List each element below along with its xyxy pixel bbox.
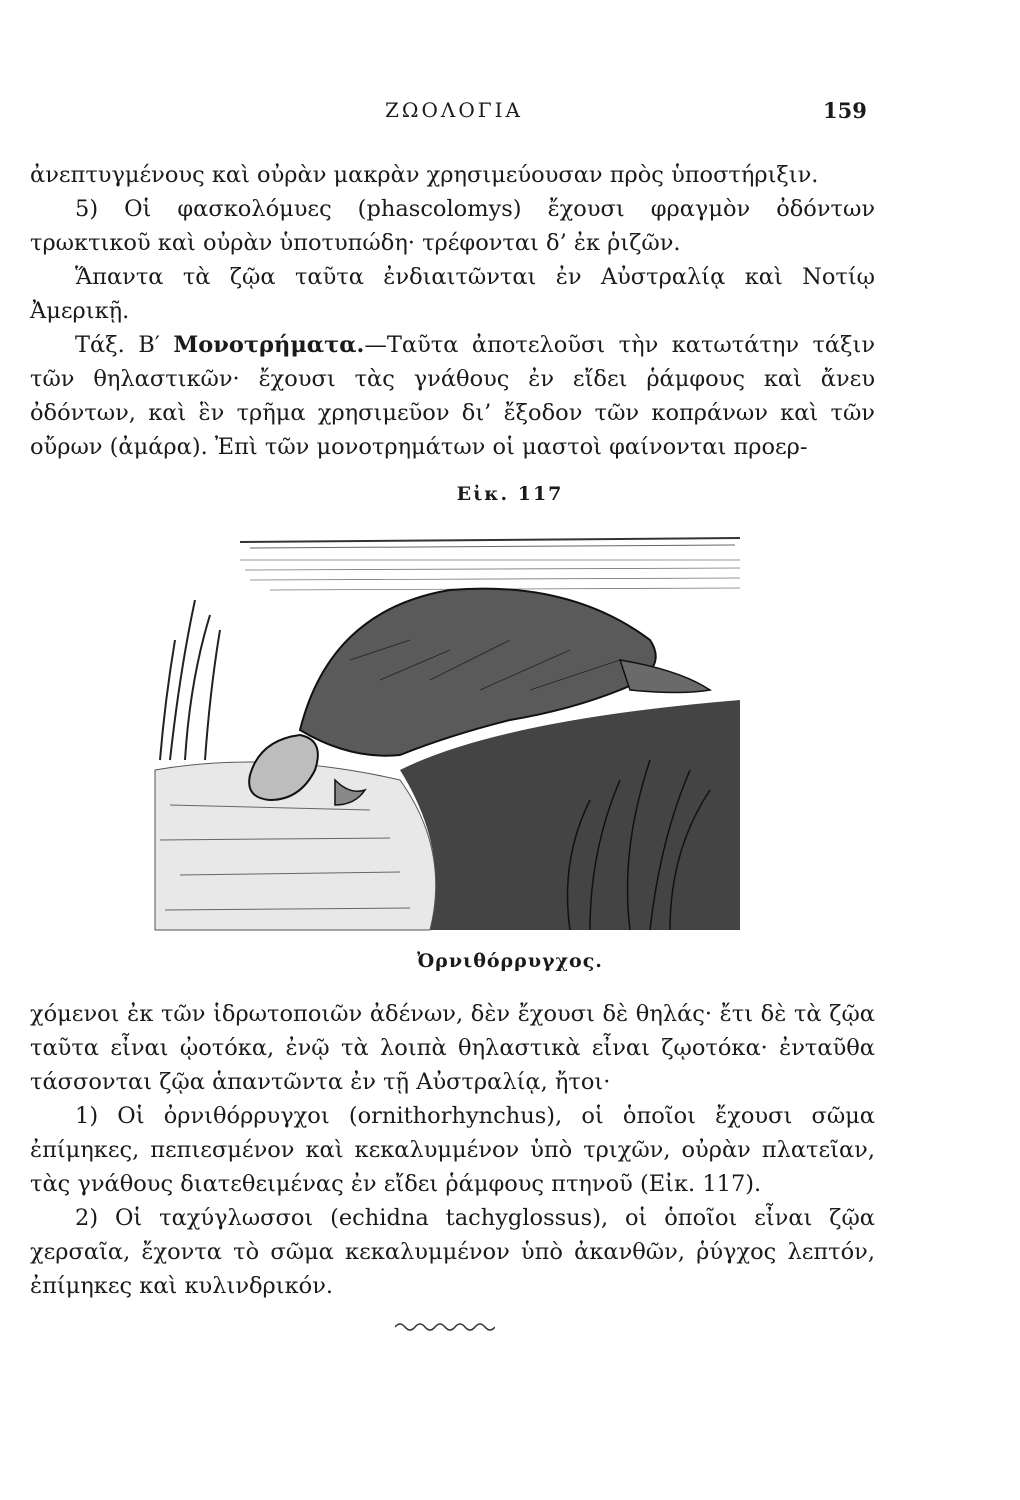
paragraph: Ἅπαντα τὰ ζῷα ταῦτα ἐνδιαιτῶνται ἐν Αὐστραλίᾳ καὶ Νοτίῳ Ἀμερικῇ.	[30, 264, 875, 324]
paragraph-order-monotremes	[30, 328, 875, 464]
text-block-top	[30, 158, 875, 464]
order-description: —Ταῦτα ἀποτελοῦσι τὴν κατωτάτην τάξιν τῶν θηλαστικῶν· ἔχουσι τὰς γνάθους ἐν εἴδει ῥάμφους καὶ ἄνευ ὀδόντων, καὶ ἓν τρῆμα χρησιμεῦον δι’ ἔξοδον τῶν κοπράνων καὶ τῶν οὔρων (ἀμάρα). Ἐπὶ τῶν μονοτρημάτων οἱ μαστοὶ φαίνονται προερ-	[30, 332, 876, 460]
paragraph: 2) Οἱ ταχύγλωσσοι (echidna tachyglossus), οἱ ὁποῖοι εἶναι ζῷα χερσαῖα, ἔχοντα τὸ σῶμα κεκαλυμμένον ὑπὸ ἀκανθῶν, ῥύγχος λεπτόν, ἐπίμηκες καὶ κυλινδρικόν.	[30, 1205, 875, 1299]
running-title: ΖΩΟΛΟΓΙΑ	[385, 98, 523, 122]
order-label: Τάξ. Β′	[75, 332, 160, 358]
page-number: 159	[823, 98, 867, 123]
paragraph: ἀνεπτυγμένους καὶ οὐρὰν μακρὰν χρησιμεύουσαν πρὸς ὑποστήριξιν.	[30, 162, 819, 188]
end-ornament	[395, 1318, 495, 1337]
paragraph: 5) Οἱ φασκολόμυες (phascolomys) ἔχουσι φραγμὸν ὀδόντων τρωκτικοῦ καὶ οὐρὰν ὑποτυπώδη· τρέφονται δ’ ἐκ ῥιζῶν.	[30, 196, 875, 256]
figure-title: Ὀρνιθόρρυγχος.	[417, 950, 603, 972]
text-block-bottom	[30, 997, 875, 1303]
page-header	[0, 98, 1020, 128]
platypus-illustration	[150, 520, 748, 940]
paragraph: 1) Οἱ ὀρνιθόρρυγχοι (ornithorhynchus), οἱ ὁποῖοι ἔχουσι σῶμα ἐπίμηκες, πεπιεσμένον καὶ κεκαλυμμένον ὑπὸ τριχῶν, οὐρὰν πλατεῖαν, τὰς γνάθους διατεθειμένας ἐν εἴδει ῥάμφους πτηνοῦ (Εἰκ. 117).	[30, 1103, 875, 1197]
paragraph: χόμενοι ἐκ τῶν ἱδρωτοποιῶν ἀδένων, δὲν ἔχουσι δὲ θηλάς· ἔτι δὲ τὰ ζῷα ταῦτα εἶναι ᾠοτόκα, ἐνῷ τὰ λοιπὰ θηλαστικὰ εἶναι ζῳοτόκα· ἐνταῦθα τάσσονται ζῷα ἁπαντῶντα ἐν τῇ Αὐστραλίᾳ, ἤτοι·	[30, 1001, 875, 1095]
figure-label: Εἰκ. 117	[456, 483, 564, 505]
order-name: Μονοτρήματα.	[173, 332, 365, 358]
